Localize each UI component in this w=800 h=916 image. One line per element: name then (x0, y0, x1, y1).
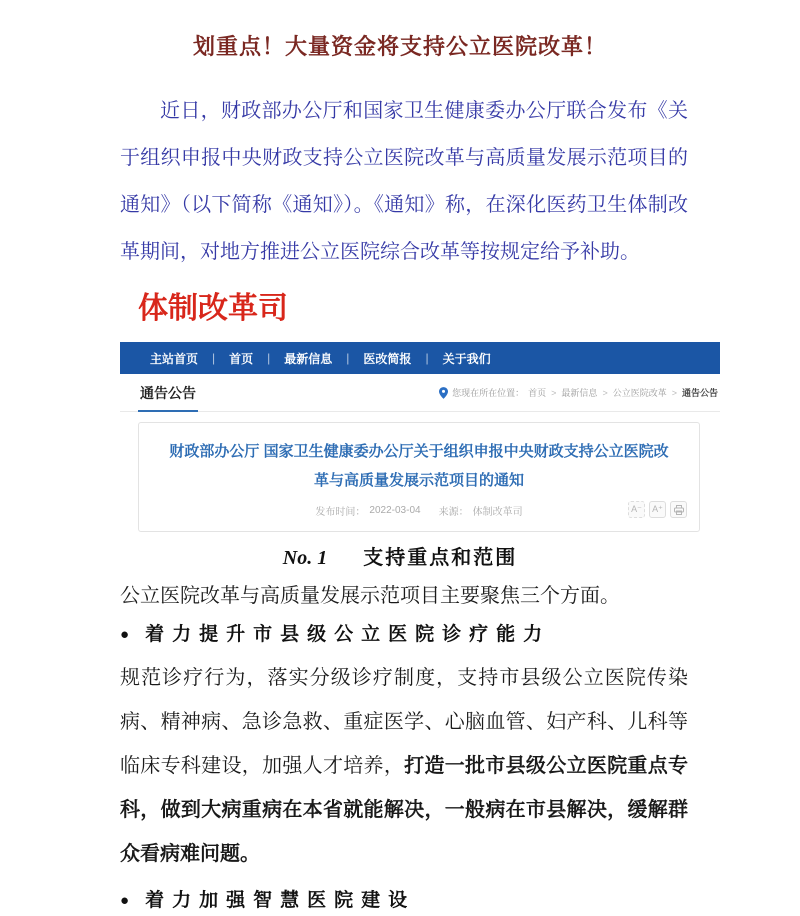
nav-item-main-home[interactable]: 主站首页 (150, 351, 199, 366)
embedded-website-screenshot (120, 292, 720, 532)
font-increase-button[interactable]: A⁺ (649, 501, 666, 518)
nav-separator: | (267, 351, 271, 365)
bullet-heading-text: 着力加强智慧医院建设 (145, 890, 416, 911)
page-title: 划重点！大量资金将支持公立医院改革！ (192, 34, 607, 59)
bullet-heading-smart-hospital (120, 886, 688, 916)
intro-paragraph: 近日，财政部办公厅和国家卫生健康委办公厅联合发布《关于组织申报中央财政支持公立医院改革与高质量发展示范项目的通知》（以下简称《通知》）。《通知》称，在深化医药卫生体制改革期间，对地方推进公立医院综合改革等按规定给予补助。 (120, 100, 688, 263)
source-value: 体制改革司 (472, 506, 523, 518)
print-button[interactable] (670, 501, 687, 518)
location-pin-icon (439, 387, 448, 399)
bullet-heading-capability (120, 620, 688, 650)
font-decrease-button[interactable]: A⁻ (628, 501, 645, 518)
nav-item-home[interactable]: 首页 (229, 351, 254, 366)
article-toolbar (628, 501, 687, 518)
breadcrumb (439, 386, 718, 411)
source-label: 来源： (438, 506, 469, 518)
body-paragraph-normal: 规范诊疗行为，落实分级诊疗制度，支持市县级公立医院传染病、精神病、急诊急救、重症医学、心脑血管、妇产科、儿科等临床专科建设，加强人才培养， (120, 667, 688, 777)
nav-item-about-us[interactable]: 关于我们 (442, 351, 491, 366)
bullet-icon: ● (120, 893, 130, 909)
section-number: No. 1 (282, 547, 328, 569)
tab-notices[interactable]: 通告公告 (138, 375, 198, 412)
breadcrumb-home[interactable]: 首页 (528, 388, 547, 398)
publish-time-value: 2022-03-04 (369, 504, 421, 516)
notice-title-link[interactable]: 财政部办公厅 国家卫生健康委办公厅关于组织申报中央财政支持公立医院改革与高质量发展示范项目的通知 (169, 443, 669, 489)
nav-separator: | (212, 351, 216, 365)
nav-item-reform-briefing[interactable]: 医改简报 (363, 351, 412, 366)
body-paragraph-bold: 打造一批市县级公立医院重点专科，做到大病重病在本省就能解决，一般病在市县解决，缓解群众看病难问题。 (120, 755, 689, 865)
section-heading (0, 544, 800, 572)
nav-item-latest-news[interactable]: 最新信息 (284, 351, 333, 366)
breadcrumb-separator: > (671, 387, 677, 398)
lead-paragraph: 公立医院改革与高质量发展示范项目主要聚焦三个方面。 (120, 585, 620, 607)
notice-card (138, 422, 700, 532)
nav-separator: | (425, 351, 429, 365)
printer-icon (674, 505, 684, 515)
breadcrumb-latest-news[interactable]: 最新信息 (561, 388, 598, 398)
notice-meta-row (163, 501, 675, 519)
site-logo: 体制改革司 (138, 292, 288, 325)
breadcrumb-hospital-reform[interactable]: 公立医院改革 (612, 388, 667, 398)
body-paragraph (120, 656, 688, 876)
section-title: 支持重点和范围 (363, 547, 518, 569)
site-navbar (120, 342, 720, 374)
publish-time-label: 发布时间： (315, 506, 366, 518)
nav-separator: | (346, 351, 350, 365)
breadcrumb-notices-current: 通告公告 (681, 388, 718, 398)
breadcrumb-separator: > (551, 387, 557, 398)
bullet-heading-text: 着力提升市县级公立医院诊疗能力 (145, 624, 551, 645)
section-header-row (120, 374, 720, 412)
bullet-icon: ● (120, 627, 130, 643)
breadcrumb-separator: > (602, 387, 608, 398)
breadcrumb-prefix: 您现在所在位置： (452, 388, 525, 398)
